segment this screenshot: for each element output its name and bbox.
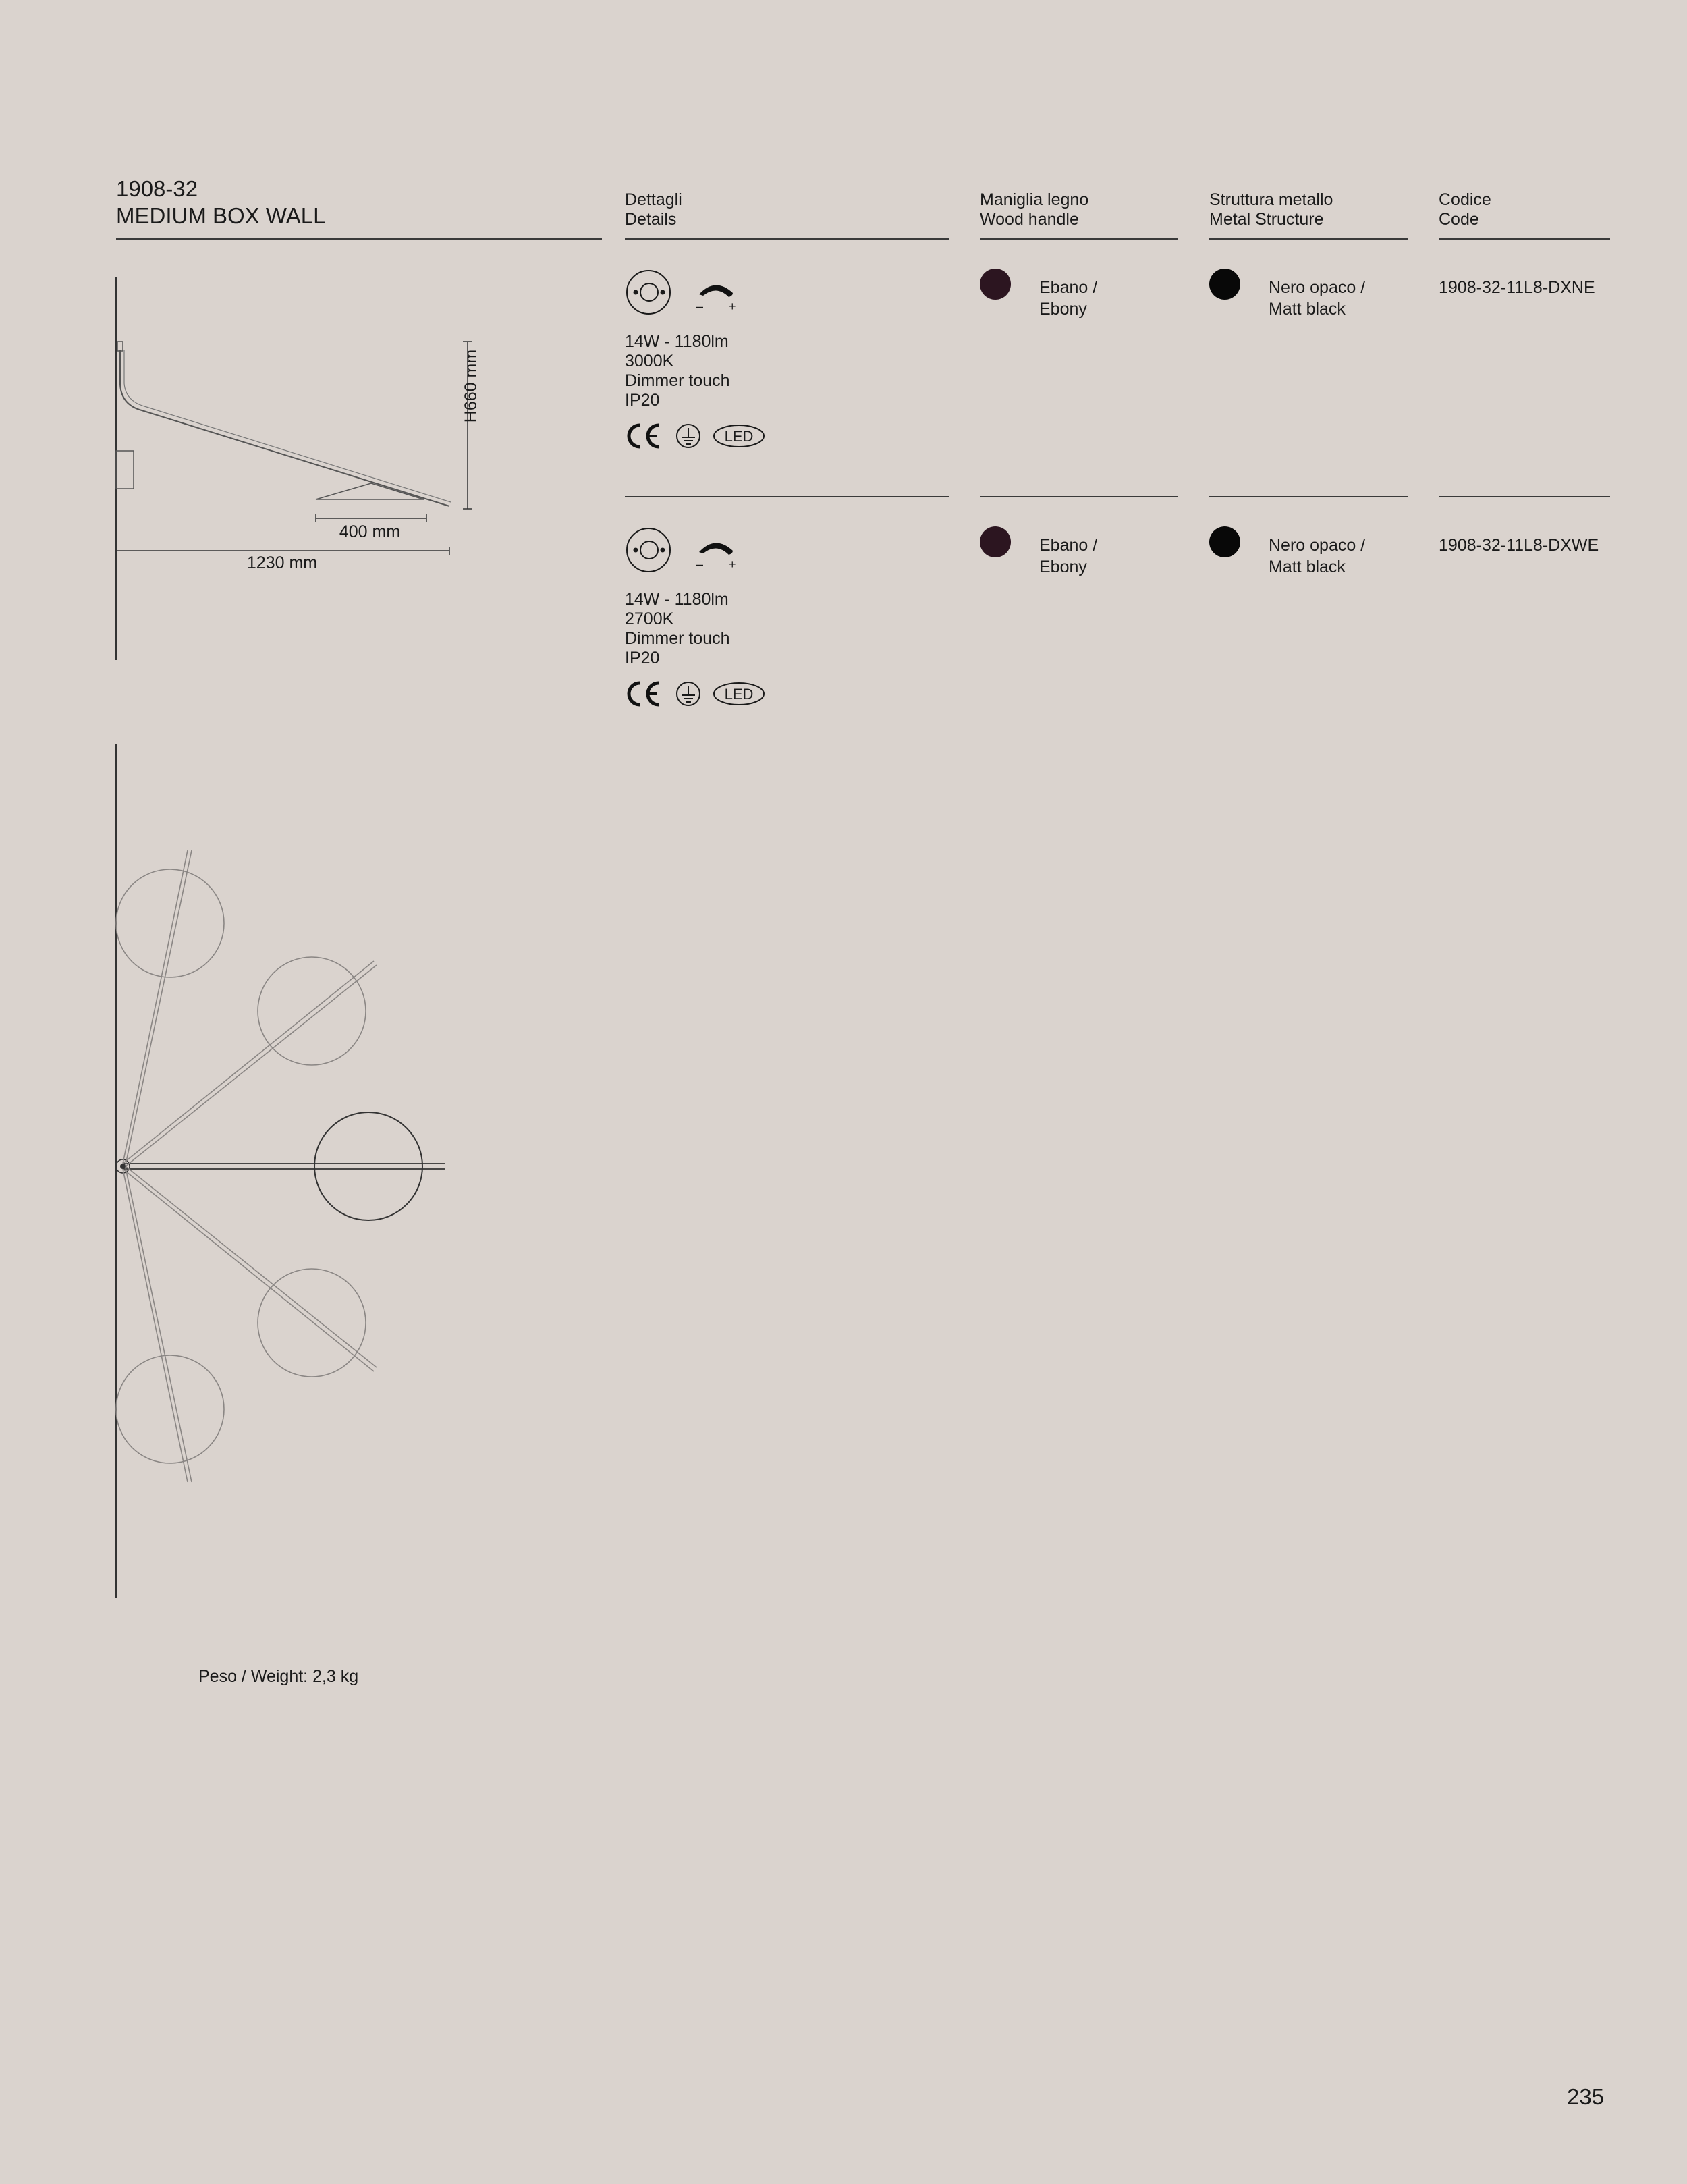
variant-2-details	[625, 526, 949, 715]
svg-text:+: +	[729, 557, 736, 571]
variant-1-code: 1908-32-11L8-DXNE	[1439, 278, 1595, 297]
ground-symbol-icon	[675, 422, 702, 449]
svg-text:LED: LED	[724, 686, 754, 703]
top-view-drawing	[108, 742, 486, 1606]
code-header	[1439, 190, 1491, 229]
ground-symbol-icon	[675, 680, 702, 707]
dimmer-spec: Dimmer touch	[625, 371, 730, 390]
shade-dimension-label: 400 mm	[339, 522, 401, 541]
metal-label: Nero opaco / Matt black	[1269, 536, 1366, 576]
variant-1-specs	[625, 332, 730, 410]
shade	[316, 483, 424, 499]
title-divider	[116, 238, 602, 240]
dimmer-arc-icon	[694, 275, 741, 312]
touch-switch-icon	[625, 269, 672, 316]
side-elevation-drawing	[108, 270, 513, 675]
wall-box	[116, 451, 134, 489]
ce-mark-icon	[625, 679, 663, 709]
metal-structure-header-en: Metal Structure	[1209, 210, 1324, 229]
wood-label: Ebano / Ebony	[1039, 536, 1098, 576]
variant-divider-code	[1439, 496, 1610, 497]
metal-label: Nero opaco / Matt black	[1269, 278, 1366, 319]
svg-text:–: –	[696, 300, 704, 313]
details-header-it: Dettagli	[625, 190, 682, 209]
code-header-en: Code	[1439, 210, 1479, 229]
variant-2-code: 1908-32-11L8-DXWE	[1439, 536, 1599, 555]
product-name: MEDIUM BOX WALL	[116, 203, 326, 228]
wood-handle-header-en: Wood handle	[980, 210, 1079, 229]
page-number: 235	[1567, 2084, 1605, 2109]
svg-text:LED: LED	[724, 428, 754, 445]
details-header-en: Details	[625, 210, 677, 229]
dimmer-arc-icon	[694, 533, 741, 570]
details-header	[625, 190, 682, 229]
ip-spec: IP20	[625, 649, 660, 667]
power-spec: 14W - 1180lm	[625, 332, 729, 351]
color-temp-spec: 2700K	[625, 609, 674, 628]
wood-header-divider	[980, 238, 1178, 240]
metal-header-divider	[1209, 238, 1408, 240]
dimmer-spec: Dimmer touch	[625, 629, 730, 648]
svg-text:+: +	[729, 300, 736, 313]
wood-swatch-ebony	[980, 269, 1011, 300]
led-badge-icon	[713, 682, 765, 706]
wood-handle-header	[980, 190, 1088, 229]
variant-2-specs	[625, 590, 730, 668]
ip-spec: IP20	[625, 391, 660, 410]
wood-label: Ebano / Ebony	[1039, 278, 1098, 319]
weight-label: Peso / Weight: 2,3 kg	[198, 1667, 359, 1686]
variant-1-details	[625, 269, 949, 458]
led-badge-icon	[713, 424, 765, 448]
power-spec: 14W - 1180lm	[625, 590, 729, 609]
variant-divider-wood	[980, 496, 1178, 497]
touch-switch-icon	[625, 526, 672, 574]
code-header-divider	[1439, 238, 1610, 240]
length-dimension-label: 1230 mm	[246, 553, 318, 572]
height-dimension-label: H660 mm	[462, 349, 480, 423]
metal-structure-header-it: Struttura metallo	[1209, 190, 1333, 209]
wood-handle-header-it: Maniglia legno	[980, 190, 1089, 209]
metal-swatch-black	[1209, 526, 1240, 557]
color-temp-spec: 3000K	[625, 352, 674, 371]
wood-swatch-ebony	[980, 526, 1011, 557]
details-header-divider	[625, 238, 949, 240]
variant-divider-details	[625, 496, 949, 497]
svg-text:–: –	[696, 557, 704, 571]
ce-mark-icon	[625, 421, 663, 451]
metal-structure-header	[1209, 190, 1333, 229]
variant-divider-metal	[1209, 496, 1408, 497]
metal-swatch-black	[1209, 269, 1240, 300]
product-code: 1908-32	[116, 176, 198, 201]
code-header-it: Codice	[1439, 190, 1491, 209]
